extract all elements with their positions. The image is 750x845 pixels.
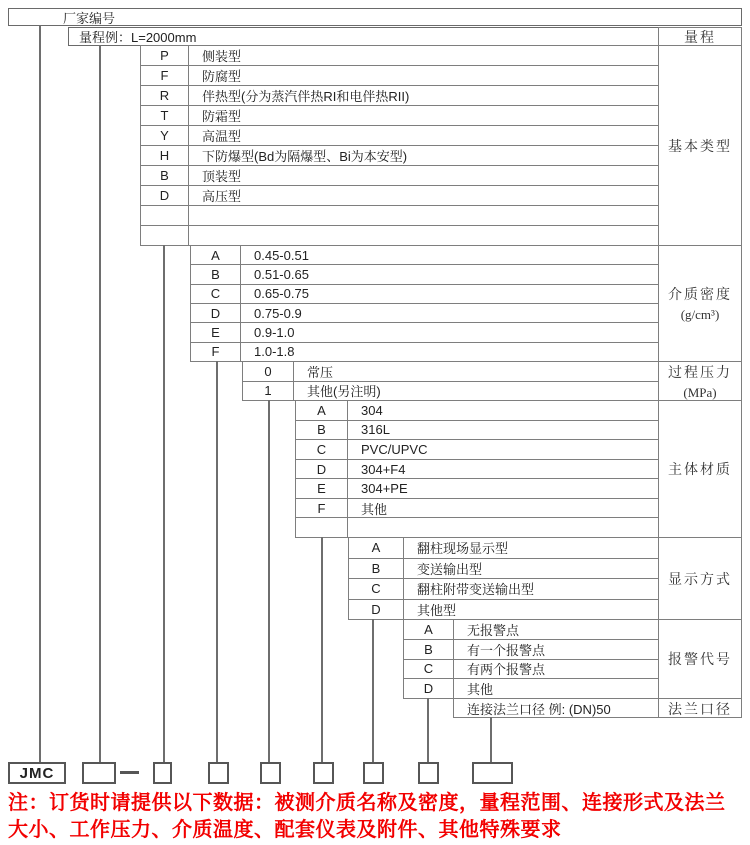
code-cell: B <box>404 640 454 659</box>
code-cell: D <box>296 460 348 479</box>
ordering-note-line1: 注：订货时请提供以下数据：被测介质名称及密度，量程范围、连接形式及法兰 <box>8 792 726 814</box>
code-cell: A <box>349 538 404 558</box>
range-example-box <box>68 27 658 46</box>
table-row <box>404 678 658 698</box>
table-row <box>191 303 658 322</box>
table-row <box>243 381 658 401</box>
table-row <box>349 599 658 620</box>
category-label-density: 介质密度 (g/cm³) <box>659 246 741 362</box>
code-box-display-mode <box>363 762 384 784</box>
table-row <box>349 578 658 599</box>
desc-cell: 下防爆型(Bd为隔爆型、Bi为本安型) <box>202 149 408 164</box>
desc-cell: 常压 <box>307 364 334 380</box>
category-label-display-mode: 显示方式 <box>659 538 741 620</box>
desc-cell: 0.75-0.9 <box>254 305 302 321</box>
code-cell: F <box>141 66 189 85</box>
table-row <box>349 558 658 579</box>
table-row <box>296 498 658 518</box>
table-row <box>141 145 658 165</box>
code-box-material <box>313 762 334 784</box>
code-cell: 1 <box>243 382 294 401</box>
desc-cell: 304 <box>361 402 383 418</box>
code-cell: C <box>191 285 241 303</box>
connector-line-alarm-code <box>427 698 429 762</box>
desc-cell: 顶装型 <box>202 169 242 184</box>
connector-line-manufacturer <box>39 25 41 762</box>
desc-cell: 翻柱现场显示型 <box>417 541 509 557</box>
desc-cell: 1.0-1.8 <box>254 344 295 360</box>
code-cell: 0 <box>243 362 294 381</box>
pressure-unit: (MPa) <box>683 384 717 400</box>
connector-line-range <box>99 45 101 762</box>
table-row <box>296 420 658 440</box>
table-row <box>191 322 658 341</box>
code-cell: A <box>191 246 241 264</box>
table-row <box>141 46 658 65</box>
category-label-column <box>658 27 742 718</box>
code-cell: R <box>141 86 189 105</box>
table-row <box>141 105 658 125</box>
code-cell: B <box>349 559 404 579</box>
category-label-basic-type: 基本类型 <box>659 46 741 246</box>
section-basic-type <box>140 45 658 246</box>
table-row-empty <box>296 517 658 537</box>
ordering-note <box>8 790 746 844</box>
table-row <box>349 538 658 558</box>
range-example-label: 量程例：L=2000mm <box>79 30 197 45</box>
code-cell: C <box>404 660 454 679</box>
code-cell: D <box>349 600 404 620</box>
code-cell: H <box>141 146 189 165</box>
desc-cell: 有一个报警点 <box>467 642 546 658</box>
code-cell: A <box>296 401 348 420</box>
density-unit: (g/cm³) <box>680 307 720 322</box>
desc-cell: 无报警点 <box>467 622 520 638</box>
section-flange-size <box>453 698 658 718</box>
category-label-alarm-code: 报警代号 <box>659 620 741 699</box>
table-row <box>296 401 658 420</box>
table-row-empty <box>141 205 658 225</box>
table-row <box>141 185 658 205</box>
category-label-material: 主体材质 <box>659 401 741 538</box>
manufacturer-number-label: 厂家编号 <box>63 10 116 26</box>
desc-cell: 304+PE <box>361 481 408 497</box>
table-row <box>243 362 658 381</box>
desc-cell: 304+F4 <box>361 461 406 477</box>
desc-cell: 其他型 <box>417 602 457 618</box>
desc-cell: 0.9-1.0 <box>254 324 295 340</box>
desc-cell: 变送输出型 <box>417 561 483 577</box>
table-row <box>296 439 658 459</box>
connector-line-display-mode <box>372 619 374 762</box>
desc-cell <box>189 226 658 245</box>
connector-line-pressure <box>268 400 270 762</box>
category-label-flange-size: 法兰口径 <box>668 703 732 718</box>
category-label-range: 量程 <box>659 28 741 46</box>
desc-cell: 0.45-0.51 <box>254 247 309 263</box>
code-cell: B <box>141 166 189 185</box>
table-row <box>404 639 658 659</box>
code-box-density <box>208 762 229 784</box>
desc-cell <box>348 518 658 537</box>
table-row <box>141 65 658 85</box>
table-row <box>296 478 658 498</box>
code-cell: B <box>296 421 348 440</box>
table-row <box>191 264 658 283</box>
section-pressure <box>242 361 658 401</box>
desc-cell: 有两个报警点 <box>467 662 546 678</box>
code-cell: C <box>349 579 404 599</box>
code-cell: D <box>141 186 189 205</box>
connector-line-basic-type <box>163 245 165 762</box>
table-row-empty <box>141 225 658 245</box>
desc-cell: 伴热型(分为蒸汽伴热RI和电伴热RII) <box>202 89 410 104</box>
model-prefix-box: JMC <box>8 762 66 784</box>
code-cell: C <box>296 440 348 459</box>
code-cell: Y <box>141 126 189 145</box>
connector-line-flange-size <box>490 717 492 762</box>
code-box-alarm-code <box>418 762 439 784</box>
desc-cell: 其他 <box>467 682 494 698</box>
code-cell <box>296 518 348 537</box>
connector-line-density <box>216 361 218 762</box>
desc-cell: 316L <box>361 422 390 438</box>
manufacturer-number-box <box>8 8 742 26</box>
section-alarm-code <box>403 619 658 699</box>
ordering-note-line2: 大小、工作压力、介质温度、配套仪表及附件、其他特殊要求 <box>8 819 562 841</box>
table-row <box>454 699 658 717</box>
table-row <box>404 659 658 679</box>
desc-cell: 防腐型 <box>202 69 242 84</box>
table-row <box>404 620 658 639</box>
code-cell: F <box>191 343 241 361</box>
desc-cell: 连接法兰口径 例: (DN)50 <box>467 701 611 717</box>
table-row <box>141 125 658 145</box>
code-box-flange-size <box>472 762 513 784</box>
code-cell: P <box>141 46 189 65</box>
code-cell: D <box>191 304 241 322</box>
table-row <box>191 284 658 303</box>
desc-cell: 防霜型 <box>202 109 242 124</box>
code-cell <box>141 206 189 225</box>
table-row <box>141 165 658 185</box>
model-separator-dash <box>120 771 139 774</box>
section-material <box>295 400 658 538</box>
desc-cell: 其他(另注明) <box>307 384 381 400</box>
code-cell: D <box>404 679 454 698</box>
table-row <box>141 85 658 105</box>
desc-cell <box>189 206 658 225</box>
desc-cell: 0.51-0.65 <box>254 266 309 282</box>
desc-cell: 高压型 <box>202 189 242 204</box>
code-cell: F <box>296 499 348 518</box>
category-label-pressure: 过程压力 (MPa) <box>659 362 741 401</box>
code-cell: T <box>141 106 189 125</box>
connector-line-material <box>321 537 323 762</box>
desc-cell: PVC/UPVC <box>361 441 428 457</box>
table-row <box>191 246 658 264</box>
table-row <box>191 342 658 361</box>
code-box-basic-type <box>153 762 172 784</box>
code-box-pressure <box>260 762 281 784</box>
desc-cell: 高温型 <box>202 129 242 144</box>
code-cell: E <box>191 323 241 341</box>
table-row <box>296 459 658 479</box>
code-cell: E <box>296 479 348 498</box>
code-cell: B <box>191 265 241 283</box>
section-display-mode <box>348 537 658 620</box>
code-cell <box>141 226 189 245</box>
desc-cell: 侧装型 <box>202 49 242 64</box>
code-cell: A <box>404 620 454 639</box>
code-box-range <box>82 762 116 784</box>
desc-cell: 翻柱附带变送输出型 <box>417 582 535 598</box>
section-density <box>190 245 658 362</box>
desc-cell: 其他 <box>361 501 388 517</box>
desc-cell: 0.65-0.75 <box>254 286 309 302</box>
